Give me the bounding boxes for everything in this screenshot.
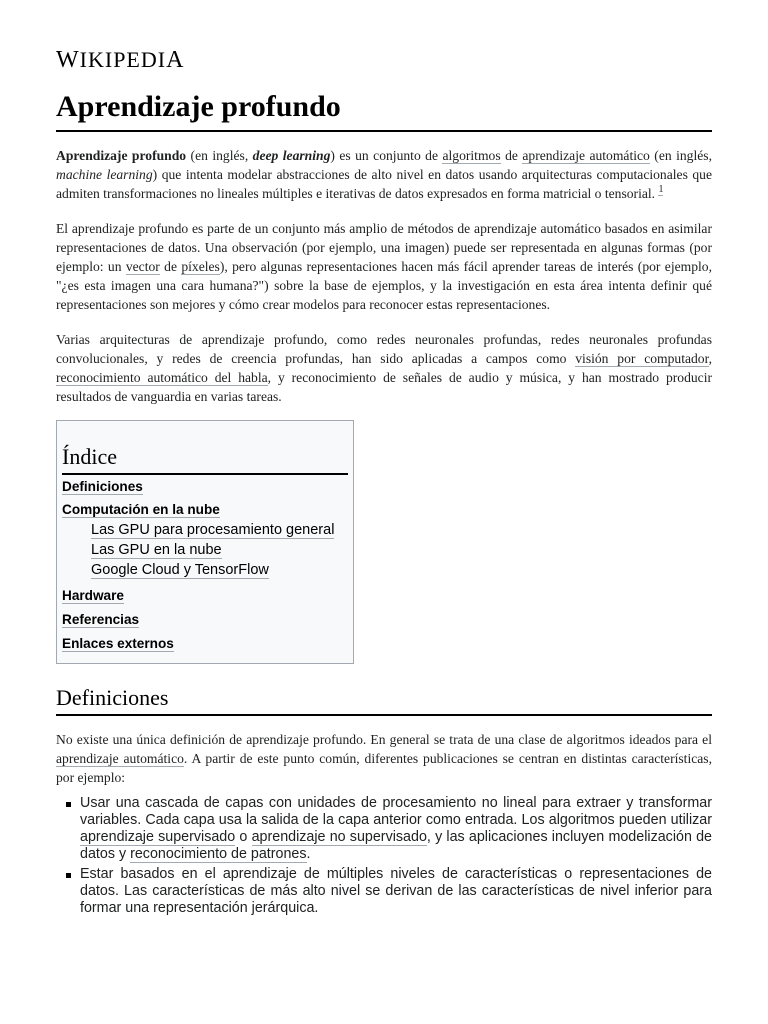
- toc-item-definiciones: [62, 477, 348, 497]
- toc-link-referencias[interactable]: Referencias: [62, 612, 140, 627]
- paragraph-definiciones: [56, 730, 712, 787]
- paragraph-3: [56, 330, 712, 406]
- toc-item-referencias: [62, 610, 348, 630]
- text: o: [235, 829, 252, 845]
- text: de: [159, 259, 182, 274]
- text: . A partir de este punto común, diferentes publicaciones se centran en distintas características, por ejemplo:: [56, 751, 712, 785]
- text: , y reconocimiento de señales de audio y música, y han mostrado producir resultados de vanguardia en varias tareas.: [56, 370, 712, 404]
- definiciones-list: [56, 795, 712, 917]
- link-reconocimiento-patrones[interactable]: reconocimiento de patrones: [130, 846, 307, 862]
- term-english: deep learning: [252, 148, 331, 163]
- term-english-2: machine learning: [56, 167, 153, 182]
- toc-link-gpu-general[interactable]: Las GPU para procesamiento general: [91, 522, 335, 538]
- text: .: [306, 846, 311, 862]
- link-vision-por-computador[interactable]: visión por computador: [575, 351, 709, 366]
- toc-item-hardware: [62, 586, 348, 606]
- toc-item-enlaces: [62, 634, 348, 654]
- text: Estar basados en el aprendizaje de múltiples niveles de características o representaciones de datos. Las características de más alto nivel se derivan de las características de nivel inferior para formar una representación jerárquica.: [80, 866, 712, 916]
- text: ,: [708, 351, 712, 366]
- toc-link-gpu-nube[interactable]: Las GPU en la nube: [91, 542, 222, 558]
- link-algoritmos[interactable]: algoritmos: [442, 148, 501, 163]
- toc-link-enlaces[interactable]: Enlaces externos: [62, 636, 174, 651]
- text: Usar una cascada de capas con unidades de procesamiento no lineal para extraer y transformar variables. Cada capa usa la salida de la capa anterior como entrada. Los algoritmos pueden utilizar: [80, 795, 712, 828]
- term-bold: Aprendizaje profundo: [56, 148, 187, 163]
- toc-link-definiciones[interactable]: Definiciones: [62, 479, 143, 494]
- paragraph-intro: [56, 146, 712, 203]
- toc-title: Índice: [62, 443, 348, 475]
- text: (en inglés,: [186, 148, 253, 163]
- link-aprendizaje-supervisado[interactable]: aprendizaje supervisado: [80, 829, 236, 845]
- toc-item-gpu-general: [91, 520, 348, 540]
- toc-link-google-cloud[interactable]: Google Cloud y TensorFlow: [91, 562, 269, 578]
- text: No existe una única definición de aprendizaje profundo. En general se trata de una clase de algoritmos ideados para el: [56, 732, 712, 747]
- link-vector[interactable]: vector: [125, 259, 160, 274]
- text: (en inglés,: [649, 148, 712, 163]
- text: ), pero algunas representaciones hacen más fácil aprender tareas de interés (por ejemplo, "¿es esta imagen una cara humana?") sobre la base de ejemplos, y la investigación en esta área intenta definir qué representaciones son mejores y cómo crear modelos para reconocer estas representaciones.: [56, 259, 712, 312]
- link-aprendizaje-automatico-2[interactable]: aprendizaje automático: [56, 751, 184, 766]
- toc-item-google-cloud: [91, 560, 348, 580]
- wikipedia-logo[interactable]: [56, 46, 712, 74]
- logo-letter: W: [56, 47, 80, 73]
- article-page: [56, 0, 712, 917]
- link-reconocimiento-habla[interactable]: reconocimiento automático del habla: [56, 370, 268, 385]
- reference-link[interactable]: 1: [658, 184, 664, 196]
- text: , y las aplicaciones incluyen modelización de datos y: [80, 829, 712, 862]
- text: ) es un conjunto de: [330, 148, 443, 163]
- toc-sublist: [91, 520, 348, 580]
- toc-list: [62, 477, 348, 654]
- toc-link-computacion[interactable]: Computación en la nube: [62, 502, 220, 517]
- toc-item-computacion: [62, 500, 348, 580]
- list-item: [80, 866, 712, 917]
- link-aprendizaje-no-supervisado[interactable]: aprendizaje no supervisado: [251, 829, 427, 845]
- link-aprendizaje-automatico[interactable]: aprendizaje automático: [522, 148, 650, 163]
- logo-letter-end: A: [166, 47, 185, 73]
- text: de: [500, 148, 523, 163]
- logo-text: IKIPEDI: [79, 47, 167, 72]
- table-of-contents: [56, 420, 354, 664]
- list-item: [80, 795, 712, 863]
- text: Varias arquitecturas de aprendizaje profundo, como redes neuronales profundas, redes neuronales profundas convolucionales, y redes de creencia profundas, han sido aplicadas a campos como: [56, 332, 712, 366]
- toc-link-hardware[interactable]: Hardware: [62, 588, 124, 603]
- section-heading-definiciones: Definiciones: [56, 684, 712, 716]
- text: El aprendizaje profundo es parte de un conjunto más amplio de métodos de aprendizaje automático basados en asimilar representaciones de datos. Una observación (por ejemplo, una imagen) puede ser representada en algunas formas (por ejemplo: un: [56, 221, 712, 274]
- paragraph-2: [56, 219, 712, 314]
- page-title: Aprendizaje profundo: [56, 88, 712, 132]
- text: ) que intenta modelar abstracciones de alto nivel en datos usando arquitecturas computacionales que admiten transformaciones no lineales múltiples e iterativas de datos expresados en forma matricial o tensorial.: [56, 167, 713, 201]
- toc-item-gpu-nube: [91, 540, 348, 560]
- link-pixeles[interactable]: píxeles: [181, 259, 220, 274]
